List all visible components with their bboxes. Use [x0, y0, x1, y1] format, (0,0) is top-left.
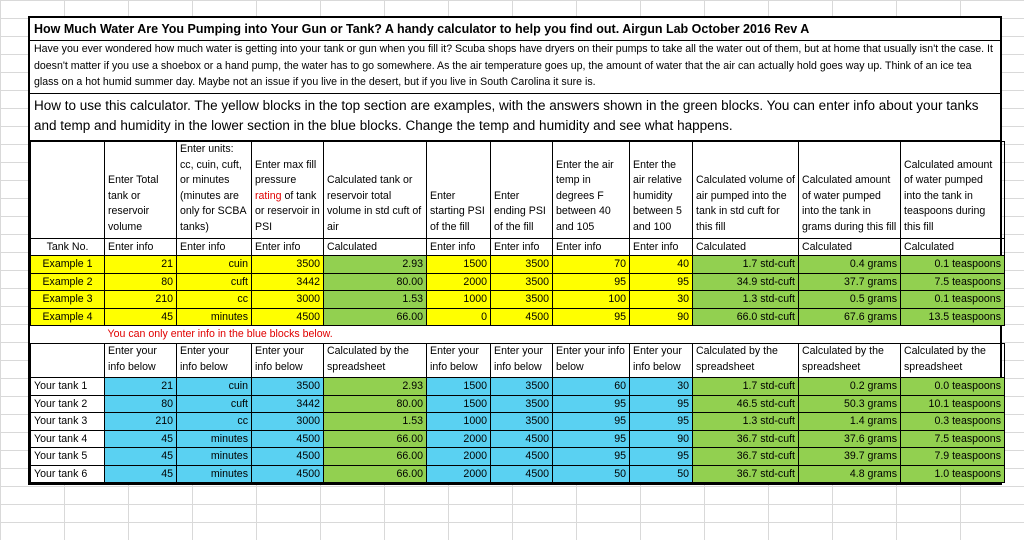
tank-start-cell[interactable]: 1500 [427, 378, 491, 396]
example-tsp-cell: 13.5 teaspoons [901, 308, 1005, 326]
tank-grams-cell: 39.7 grams [799, 448, 901, 466]
tank-end-cell[interactable]: 4500 [491, 448, 553, 466]
example-air-cell: 34.9 std-cuft [693, 273, 799, 291]
lower-header-enter: Enter your info below [252, 344, 324, 378]
example-air-cell: 66.0 std-cuft [693, 308, 799, 326]
lower-header-enter: Enter your info below [630, 344, 693, 378]
tank-row [31, 465, 1005, 483]
example-hum-cell: 40 [630, 256, 693, 274]
example-name-cell: Example 1 [31, 256, 105, 274]
example-start-cell: 0 [427, 308, 491, 326]
example-calc-vol-cell: 1.53 [324, 291, 427, 309]
subheader-calculated: Calculated [324, 238, 427, 256]
tank-name-cell: Your tank 2 [31, 395, 105, 413]
tank-end-cell[interactable]: 3500 [491, 378, 553, 396]
example-air-cell: 1.3 std-cuft [693, 291, 799, 309]
tank-grams-cell: 1.4 grams [799, 413, 901, 431]
example-end-cell: 3500 [491, 273, 553, 291]
tank-temp-cell[interactable]: 95 [553, 395, 630, 413]
tank-temp-cell[interactable]: 95 [553, 413, 630, 431]
tank-vol-cell[interactable]: 45 [105, 448, 177, 466]
tank-units-cell[interactable]: minutes [177, 465, 252, 483]
header-row [31, 142, 1005, 239]
subheader-enter: Enter info [630, 238, 693, 256]
tank-calc-vol-cell: 2.93 [324, 378, 427, 396]
example-row [31, 308, 1005, 326]
tank-grams-cell: 50.3 grams [799, 395, 901, 413]
example-hum-cell: 95 [630, 273, 693, 291]
header-blank [31, 142, 105, 239]
tank-grams-cell: 0.2 grams [799, 378, 901, 396]
example-grams-cell: 0.4 grams [799, 256, 901, 274]
tank-calc-vol-cell: 66.00 [324, 430, 427, 448]
example-tsp-cell: 7.5 teaspoons [901, 273, 1005, 291]
tank-name-cell: Your tank 6 [31, 465, 105, 483]
example-max-cell: 3500 [252, 256, 324, 274]
tank-name-cell: Your tank 4 [31, 430, 105, 448]
tank-tsp-cell: 7.5 teaspoons [901, 430, 1005, 448]
example-name-cell: Example 3 [31, 291, 105, 309]
tank-units-cell[interactable]: cc [177, 413, 252, 431]
tank-name-cell: Your tank 1 [31, 378, 105, 396]
example-grams-cell: 37.7 grams [799, 273, 901, 291]
tank-hum-cell[interactable]: 30 [630, 378, 693, 396]
example-start-cell: 1500 [427, 256, 491, 274]
intro-text: Have you ever wondered how much water is getting into your tank or gun when you fill it? Scuba shops have dryers on their pumps to take all the water out of them, but at home that usually isn't the case. It doesn't matter if you use a shoebox or a hand pump, the water has to go somewhere. As the air temperature goes up, the amount of water that the air can actually hold goes way up. Think of an ice tea glass on a hot humid summer day. Maybe not an issue if you live in the desert, but if you live in South Carolina it sure is. [30, 41, 1000, 94]
example-name-cell: Example 2 [31, 273, 105, 291]
subheader-enter: Enter info [252, 238, 324, 256]
tank-start-cell[interactable]: 2000 [427, 448, 491, 466]
tank-name-cell: Your tank 5 [31, 448, 105, 466]
example-end-cell: 3500 [491, 256, 553, 274]
tank-vol-cell[interactable]: 45 [105, 465, 177, 483]
tank-units-cell[interactable]: minutes [177, 430, 252, 448]
tank-row [31, 413, 1005, 431]
tank-tsp-cell: 0.0 teaspoons [901, 378, 1005, 396]
tank-calc-vol-cell: 66.00 [324, 465, 427, 483]
tank-row [31, 430, 1005, 448]
tank-end-cell[interactable]: 4500 [491, 430, 553, 448]
example-end-cell: 4500 [491, 308, 553, 326]
example-vol-cell: 210 [105, 291, 177, 309]
tank-vol-cell[interactable]: 45 [105, 430, 177, 448]
tank-hum-cell[interactable]: 95 [630, 413, 693, 431]
subheader-enter: Enter info [553, 238, 630, 256]
example-name-cell: Example 4 [31, 308, 105, 326]
header-water-tsp: Calculated amount of water pumped into the tank in teaspoons during this fill [901, 142, 1005, 239]
example-vol-cell: 80 [105, 273, 177, 291]
example-temp-cell: 95 [553, 273, 630, 291]
tank-air-cell: 36.7 std-cuft [693, 465, 799, 483]
subheader-enter: Enter info [427, 238, 491, 256]
example-tsp-cell: 0.1 teaspoons [901, 291, 1005, 309]
rating-word: rating [255, 189, 282, 202]
tank-end-cell[interactable]: 3500 [491, 413, 553, 431]
tank-max-cell[interactable]: 3442 [252, 395, 324, 413]
subheader-calculated: Calculated [693, 238, 799, 256]
tank-tsp-cell: 10.1 teaspoons [901, 395, 1005, 413]
lower-header-enter: Enter your info below [427, 344, 491, 378]
example-grams-cell: 0.5 grams [799, 291, 901, 309]
example-start-cell: 1000 [427, 291, 491, 309]
tank-temp-cell[interactable]: 50 [553, 465, 630, 483]
example-end-cell: 3500 [491, 291, 553, 309]
example-units-cell: cc [177, 291, 252, 309]
lower-header-enter: Enter your info below [105, 344, 177, 378]
tank-temp-cell[interactable]: 95 [553, 448, 630, 466]
lower-header-enter: Enter your info below [491, 344, 553, 378]
tank-units-cell[interactable]: cuin [177, 378, 252, 396]
tank-grams-cell: 4.8 grams [799, 465, 901, 483]
example-row [31, 273, 1005, 291]
tank-air-cell: 36.7 std-cuft [693, 430, 799, 448]
lower-header-blank [31, 344, 105, 378]
tank-start-cell[interactable]: 2000 [427, 465, 491, 483]
header-calc-volume: Calculated tank or reservoir total volume in std cuft of air [324, 142, 427, 239]
header-end-psi: Enter ending PSI of the fill [491, 142, 553, 239]
subheader-enter: Enter info [491, 238, 553, 256]
tank-vol-cell[interactable]: 21 [105, 378, 177, 396]
tank-end-cell[interactable]: 4500 [491, 465, 553, 483]
lower-header-calc: Calculated by the spreadsheet [799, 344, 901, 378]
subheader-enter: Enter info [177, 238, 252, 256]
example-air-cell: 1.7 std-cuft [693, 256, 799, 274]
tank-units-cell[interactable]: cuft [177, 395, 252, 413]
example-row [31, 256, 1005, 274]
tank-air-cell: 1.7 std-cuft [693, 378, 799, 396]
example-units-cell: cuft [177, 273, 252, 291]
tank-start-cell[interactable]: 1000 [427, 413, 491, 431]
howto-text: How to use this calculator. The yellow blocks in the top section are examples, with the answers shown in the green blocks. You can enter info about your tanks and temp and humidity in the lower section in the blue blocks. Change the temp and humidity and see what happens. [30, 94, 1000, 141]
header-units: Enter units: cc, cuin, cuft, or minutes (minutes are only for SCBA tanks) [177, 142, 252, 239]
header-humidity: Enter the air relative humidity between 5 and 100 [630, 142, 693, 239]
tank-max-cell[interactable]: 4500 [252, 448, 324, 466]
example-max-cell: 4500 [252, 308, 324, 326]
header-max-pressure: Enter max fill pressure rating of tank or reservoir in PSI [252, 142, 324, 239]
note-row [31, 326, 1005, 344]
example-hum-cell: 30 [630, 291, 693, 309]
example-vol-cell: 21 [105, 256, 177, 274]
header-temp: Enter the air temp in degrees F between 40 and 105 [553, 142, 630, 239]
tank-temp-cell[interactable]: 60 [553, 378, 630, 396]
tank-tsp-cell: 0.3 teaspoons [901, 413, 1005, 431]
example-max-cell: 3442 [252, 273, 324, 291]
example-grams-cell: 67.6 grams [799, 308, 901, 326]
sheet-title: How Much Water Are You Pumping into Your Gun or Tank? A handy calculator to help you find out. Airgun Lab October 2016 Rev A [30, 18, 1000, 41]
subheader-enter: Enter info [105, 238, 177, 256]
calculator-table [30, 141, 1005, 483]
tank-hum-cell[interactable]: 50 [630, 465, 693, 483]
tank-tsp-cell: 1.0 teaspoons [901, 465, 1005, 483]
tank-calc-vol-cell: 80.00 [324, 395, 427, 413]
tank-calc-vol-cell: 1.53 [324, 413, 427, 431]
example-calc-vol-cell: 66.00 [324, 308, 427, 326]
subheader-calculated: Calculated [799, 238, 901, 256]
tank-end-cell[interactable]: 3500 [491, 395, 553, 413]
example-temp-cell: 100 [553, 291, 630, 309]
example-max-cell: 3000 [252, 291, 324, 309]
tank-max-cell[interactable]: 4500 [252, 430, 324, 448]
tank-row [31, 448, 1005, 466]
header-volume: Enter Total tank or reservoir volume [105, 142, 177, 239]
tank-temp-cell[interactable]: 95 [553, 430, 630, 448]
tank-row [31, 378, 1005, 396]
tank-tsp-cell: 7.9 teaspoons [901, 448, 1005, 466]
tank-grams-cell: 37.6 grams [799, 430, 901, 448]
spreadsheet [28, 16, 1002, 485]
example-temp-cell: 70 [553, 256, 630, 274]
tank-row [31, 395, 1005, 413]
tank-vol-cell[interactable]: 210 [105, 413, 177, 431]
lower-header-enter: Enter your info below [177, 344, 252, 378]
tank-start-cell[interactable]: 2000 [427, 430, 491, 448]
example-calc-vol-cell: 2.93 [324, 256, 427, 274]
tank-air-cell: 46.5 std-cuft [693, 395, 799, 413]
blue-blocks-note: You can only enter info in the blue blocks below. [107, 328, 333, 341]
subheader-tank-no: Tank No. [31, 238, 105, 256]
lower-header-row [31, 344, 1005, 378]
tank-start-cell[interactable]: 1500 [427, 395, 491, 413]
tank-max-cell[interactable]: 4500 [252, 465, 324, 483]
header-water-grams: Calculated amount of water pumped into the tank in grams during this fill [799, 142, 901, 239]
example-units-cell: cuin [177, 256, 252, 274]
lower-header-calc: Calculated by the spreadsheet [901, 344, 1005, 378]
example-vol-cell: 45 [105, 308, 177, 326]
example-temp-cell: 95 [553, 308, 630, 326]
tank-vol-cell[interactable]: 80 [105, 395, 177, 413]
tank-hum-cell[interactable]: 90 [630, 430, 693, 448]
example-start-cell: 2000 [427, 273, 491, 291]
lower-header-calc: Calculated by the spreadsheet [693, 344, 799, 378]
tank-name-cell: Your tank 3 [31, 413, 105, 431]
tank-max-cell[interactable]: 3000 [252, 413, 324, 431]
example-calc-vol-cell: 80.00 [324, 273, 427, 291]
tank-hum-cell[interactable]: 95 [630, 448, 693, 466]
subheader-calculated: Calculated [901, 238, 1005, 256]
header-start-psi: Enter starting PSI of the fill [427, 142, 491, 239]
subheader-row [31, 238, 1005, 256]
lower-header-enter: Enter your info below [553, 344, 630, 378]
tank-units-cell[interactable]: minutes [177, 448, 252, 466]
lower-header-calc: Calculated by the spreadsheet [324, 344, 427, 378]
tank-air-cell: 36.7 std-cuft [693, 448, 799, 466]
example-row [31, 291, 1005, 309]
tank-hum-cell[interactable]: 95 [630, 395, 693, 413]
tank-calc-vol-cell: 66.00 [324, 448, 427, 466]
header-air-pumped: Calculated volume of air pumped into the tank in std cuft for this fill [693, 142, 799, 239]
example-tsp-cell: 0.1 teaspoons [901, 256, 1005, 274]
example-hum-cell: 90 [630, 308, 693, 326]
tank-air-cell: 1.3 std-cuft [693, 413, 799, 431]
example-units-cell: minutes [177, 308, 252, 326]
tank-max-cell[interactable]: 3500 [252, 378, 324, 396]
